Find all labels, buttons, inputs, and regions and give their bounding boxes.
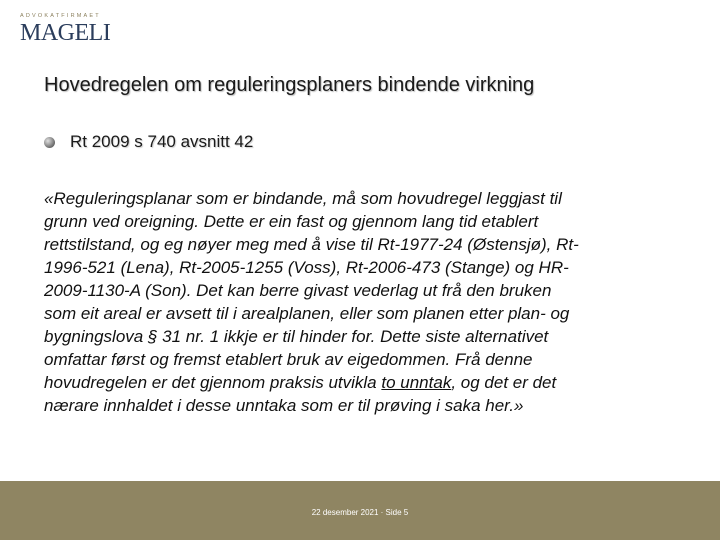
quote-line: nærare innhaldet i desse unntaka som er til prøving i saka her.» xyxy=(44,396,524,415)
bullet-dot-icon xyxy=(44,137,55,148)
bullet-text: Rt 2009 s 740 avsnitt 42 xyxy=(70,132,254,151)
footer-bar xyxy=(0,481,720,540)
quote-line: som eit areal er avsett til i arealplanen, eller som planen etter plan- og xyxy=(44,304,570,323)
quote-text-segment: hovudregelen er det gjennom praksis utvikla xyxy=(44,373,382,392)
quote-line: 2009-1130-A (Son). Det kan berre givast vederlag ut frå den bruken xyxy=(44,281,552,300)
quote-line: rettstilstand, og eg nøyer meg med å vise til Rt-1977-24 (Østensjø), Rt- xyxy=(44,235,579,254)
logo-tagline: ADVOKATFIRMAET xyxy=(20,13,101,19)
logo-name: MAGELI xyxy=(20,20,111,46)
quote-line: grunn ved oreigning. Dette er ein fast og gjennom lang tid etablert xyxy=(44,212,539,231)
quote-line: omfattar først og fremst etablert bruk av eigedommen. Frå denne xyxy=(44,350,533,369)
quote-line: «Reguleringsplanar som er bindande, må som hovudregel leggjast til xyxy=(44,189,562,208)
quote-line: 1996-521 (Lena), Rt-2005-1255 (Voss), Rt-2006-473 (Stange) og HR- xyxy=(44,258,569,277)
quote-text-segment: , og det er det xyxy=(451,373,557,392)
footer-date-page: 22 desember 2021 · Side 5 xyxy=(311,508,409,517)
quote-block xyxy=(44,187,689,417)
underlined-phrase: to unntak xyxy=(381,373,452,392)
quote-line xyxy=(44,371,689,394)
bullet-item xyxy=(44,132,253,152)
slide-title: Hovedregelen om reguleringsplaners bindende virkning xyxy=(44,74,535,96)
company-logo xyxy=(20,13,110,45)
quote-line: bygningslova § 31 nr. 1 ikkje er til hinder for. Dette siste alternativet xyxy=(44,327,549,346)
